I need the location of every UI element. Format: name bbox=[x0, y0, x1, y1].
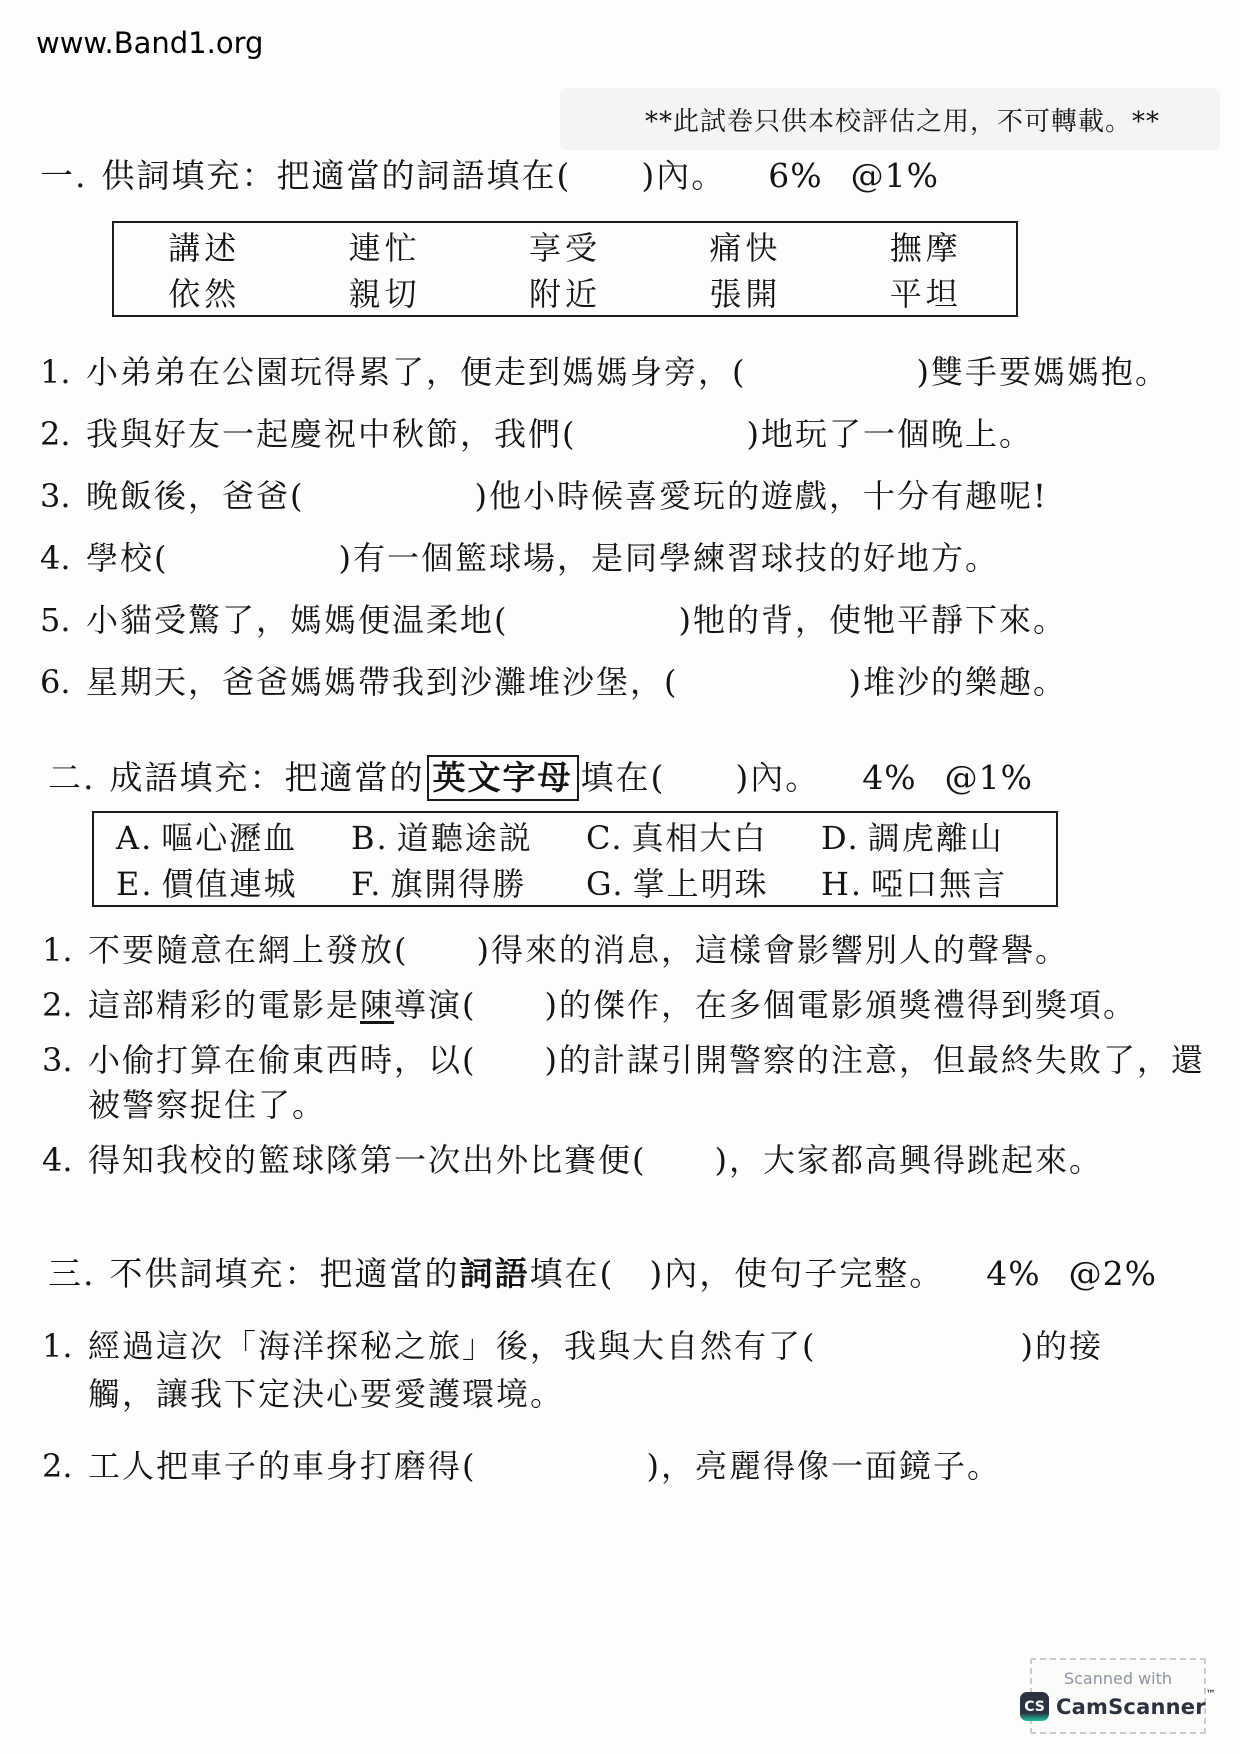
section2-title-prefix: 成語填充：把適當的 bbox=[109, 758, 425, 797]
copy-notice: **此試卷只供本校評估之用，不可轉載。** bbox=[644, 107, 1160, 137]
question-row bbox=[42, 928, 1210, 973]
question-row bbox=[42, 1442, 1160, 1490]
section3-bold-term: 詞語 bbox=[459, 1254, 530, 1293]
question-text: 小貓受驚了，媽媽便温柔地( )牠的背，使牠平靜下來。 bbox=[86, 601, 1067, 639]
section3-title-suffix: 填在( )內，使句子完整。 bbox=[529, 1254, 945, 1293]
idiom-text: 調虎離山 bbox=[867, 819, 1004, 857]
idiom-letter: B. bbox=[351, 819, 389, 857]
section2-score: 4% bbox=[862, 758, 917, 797]
section2-boxed-term: 英文字母 bbox=[427, 755, 579, 801]
question-number: 3. bbox=[40, 477, 71, 515]
question-number: 6. bbox=[40, 663, 71, 701]
section3-title-prefix: 不供詞填充：把適當的 bbox=[109, 1254, 460, 1293]
question-row bbox=[42, 1322, 1160, 1418]
question-number: 4. bbox=[40, 539, 71, 577]
question-text: 工人把車子的車身打磨得( )，亮麗得像一面鏡子。 bbox=[88, 1447, 1001, 1485]
idiom-item bbox=[821, 859, 1056, 905]
idiom-item bbox=[586, 859, 821, 905]
section2-number: 二. bbox=[48, 758, 96, 797]
idiom-item bbox=[116, 813, 351, 859]
question-row bbox=[42, 1038, 1210, 1128]
word-bank-item: 痛快 bbox=[709, 229, 782, 267]
section1-questions bbox=[40, 352, 1220, 724]
word-bank bbox=[112, 221, 1018, 317]
question-number: 1. bbox=[42, 931, 73, 969]
question-text: 星期天，爸爸媽媽帶我到沙灘堆沙堡，( )堆沙的樂趣。 bbox=[86, 663, 1067, 701]
idiom-text: 旗開得勝 bbox=[390, 865, 527, 903]
watermark: www.Band1.org bbox=[36, 26, 264, 60]
question-number: 2. bbox=[40, 415, 71, 453]
idiom-letter: E. bbox=[116, 865, 154, 903]
question-text: 晚飯後，爸爸( )他小時候喜愛玩的遊戲，十分有趣呢! bbox=[86, 477, 1048, 515]
camscanner-brand-row bbox=[1024, 1688, 1216, 1721]
word-bank-item: 講述 bbox=[168, 229, 241, 267]
question-text: 學校( )有一個籃球場，是同學練習球技的好地方。 bbox=[86, 539, 999, 577]
word-bank-item: 享受 bbox=[528, 229, 601, 267]
word-bank-item: 親切 bbox=[348, 275, 421, 313]
question-text: 不要隨意在網上發放( )得來的消息，這樣會影響別人的聲譽。 bbox=[88, 931, 1069, 969]
word-bank-item: 依然 bbox=[168, 275, 241, 313]
section3-number: 三. bbox=[48, 1254, 96, 1293]
scanned-with-label: Scanned with bbox=[1063, 1669, 1173, 1688]
idiom-item bbox=[586, 813, 821, 859]
word-bank-row bbox=[114, 223, 1016, 269]
idiom-text: 價值連城 bbox=[161, 865, 298, 903]
idiom-text: 啞口無言 bbox=[871, 865, 1008, 903]
trademark-symbol: ™ bbox=[1205, 1688, 1216, 1700]
section1-heading bbox=[40, 150, 939, 197]
section2-heading bbox=[48, 752, 1033, 799]
camscanner-brand bbox=[1056, 1688, 1216, 1719]
word-bank-item: 附近 bbox=[528, 275, 601, 313]
idiom-item bbox=[116, 859, 351, 905]
question-number: 2. bbox=[42, 1447, 73, 1485]
idiom-letter: H. bbox=[821, 865, 864, 903]
question-number: 1. bbox=[42, 1327, 73, 1365]
question-text bbox=[88, 983, 1210, 1028]
camscanner-icon: CS bbox=[1020, 1692, 1049, 1721]
question-text: 小弟弟在公園玩得累了，便走到媽媽身旁，( )雙手要媽媽抱。 bbox=[86, 353, 1169, 391]
question-text-segment: 導演( )的傑作，在多個電影頒獎禮得到獎項。 bbox=[394, 986, 1138, 1024]
word-bank-item: 撫摩 bbox=[889, 229, 962, 267]
idiom-item bbox=[351, 859, 586, 905]
section3-heading bbox=[48, 1248, 1157, 1295]
section2-title-suffix: 填在( )內。 bbox=[580, 758, 821, 797]
question-text: 小偷打算在偷東西時，以( )的計謀引開警察的注意，但最終失敗了，還被警察捉住了。 bbox=[88, 1041, 1205, 1124]
idiom-text: 嘔心瀝血 bbox=[161, 819, 298, 857]
section1-number: 一. bbox=[40, 156, 88, 195]
idiom-letter: C. bbox=[586, 819, 624, 857]
question-row bbox=[40, 600, 1220, 640]
section3-per-item: @2% bbox=[1068, 1254, 1157, 1293]
idiom-item bbox=[821, 813, 1056, 859]
idiom-item bbox=[351, 813, 586, 859]
question-number: 5. bbox=[40, 601, 71, 639]
section1-title: 供詞填充：把適當的詞語填在( )內。 bbox=[101, 156, 727, 195]
word-bank-row bbox=[114, 269, 1016, 315]
question-text: 我與好友一起慶祝中秋節，我們( )地玩了一個晚上。 bbox=[86, 415, 1033, 453]
section3-questions bbox=[42, 1322, 1160, 1514]
section1-score: 6% bbox=[768, 156, 823, 195]
idiom-text: 真相大白 bbox=[631, 819, 768, 857]
idiom-text: 掌上明珠 bbox=[632, 865, 769, 903]
question-row bbox=[40, 662, 1220, 702]
question-row bbox=[40, 414, 1220, 454]
question-text: 經過這次「海洋探秘之旅」後，我與大自然有了( )的接觸，讓我下定決心要愛護環境。 bbox=[88, 1327, 1103, 1413]
idiom-bank bbox=[92, 811, 1058, 907]
word-bank-item: 平坦 bbox=[889, 275, 962, 313]
question-row bbox=[40, 476, 1220, 516]
section3-score: 4% bbox=[986, 1254, 1041, 1293]
question-row bbox=[42, 1138, 1210, 1183]
question-row bbox=[42, 983, 1210, 1028]
question-text: 得知我校的籃球隊第一次出外比賽便( )，大家都高興得跳起來。 bbox=[88, 1141, 1103, 1179]
word-bank-item: 張開 bbox=[709, 275, 782, 313]
question-number: 1. bbox=[40, 353, 71, 391]
underlined-name: 陳 bbox=[360, 986, 395, 1024]
idiom-letter: F. bbox=[351, 865, 383, 903]
idiom-text: 道聽途説 bbox=[396, 819, 533, 857]
section1-per-item: @1% bbox=[850, 156, 939, 195]
question-number: 4. bbox=[42, 1141, 73, 1179]
word-bank-item: 連忙 bbox=[348, 229, 421, 267]
question-number: 3. bbox=[42, 1041, 73, 1079]
idiom-letter: D. bbox=[821, 819, 860, 857]
question-row bbox=[40, 538, 1220, 578]
camscanner-brand-text: CamScanner bbox=[1056, 1694, 1206, 1719]
question-text-segment: 這部精彩的電影是 bbox=[88, 986, 361, 1024]
section2-questions bbox=[42, 928, 1210, 1193]
idiom-letter: G. bbox=[586, 865, 625, 903]
question-number: 2. bbox=[42, 986, 73, 1024]
idiom-letter: A. bbox=[116, 819, 154, 857]
section2-per-item: @1% bbox=[944, 758, 1033, 797]
camscanner-badge bbox=[1024, 1658, 1216, 1734]
question-row bbox=[40, 352, 1220, 392]
